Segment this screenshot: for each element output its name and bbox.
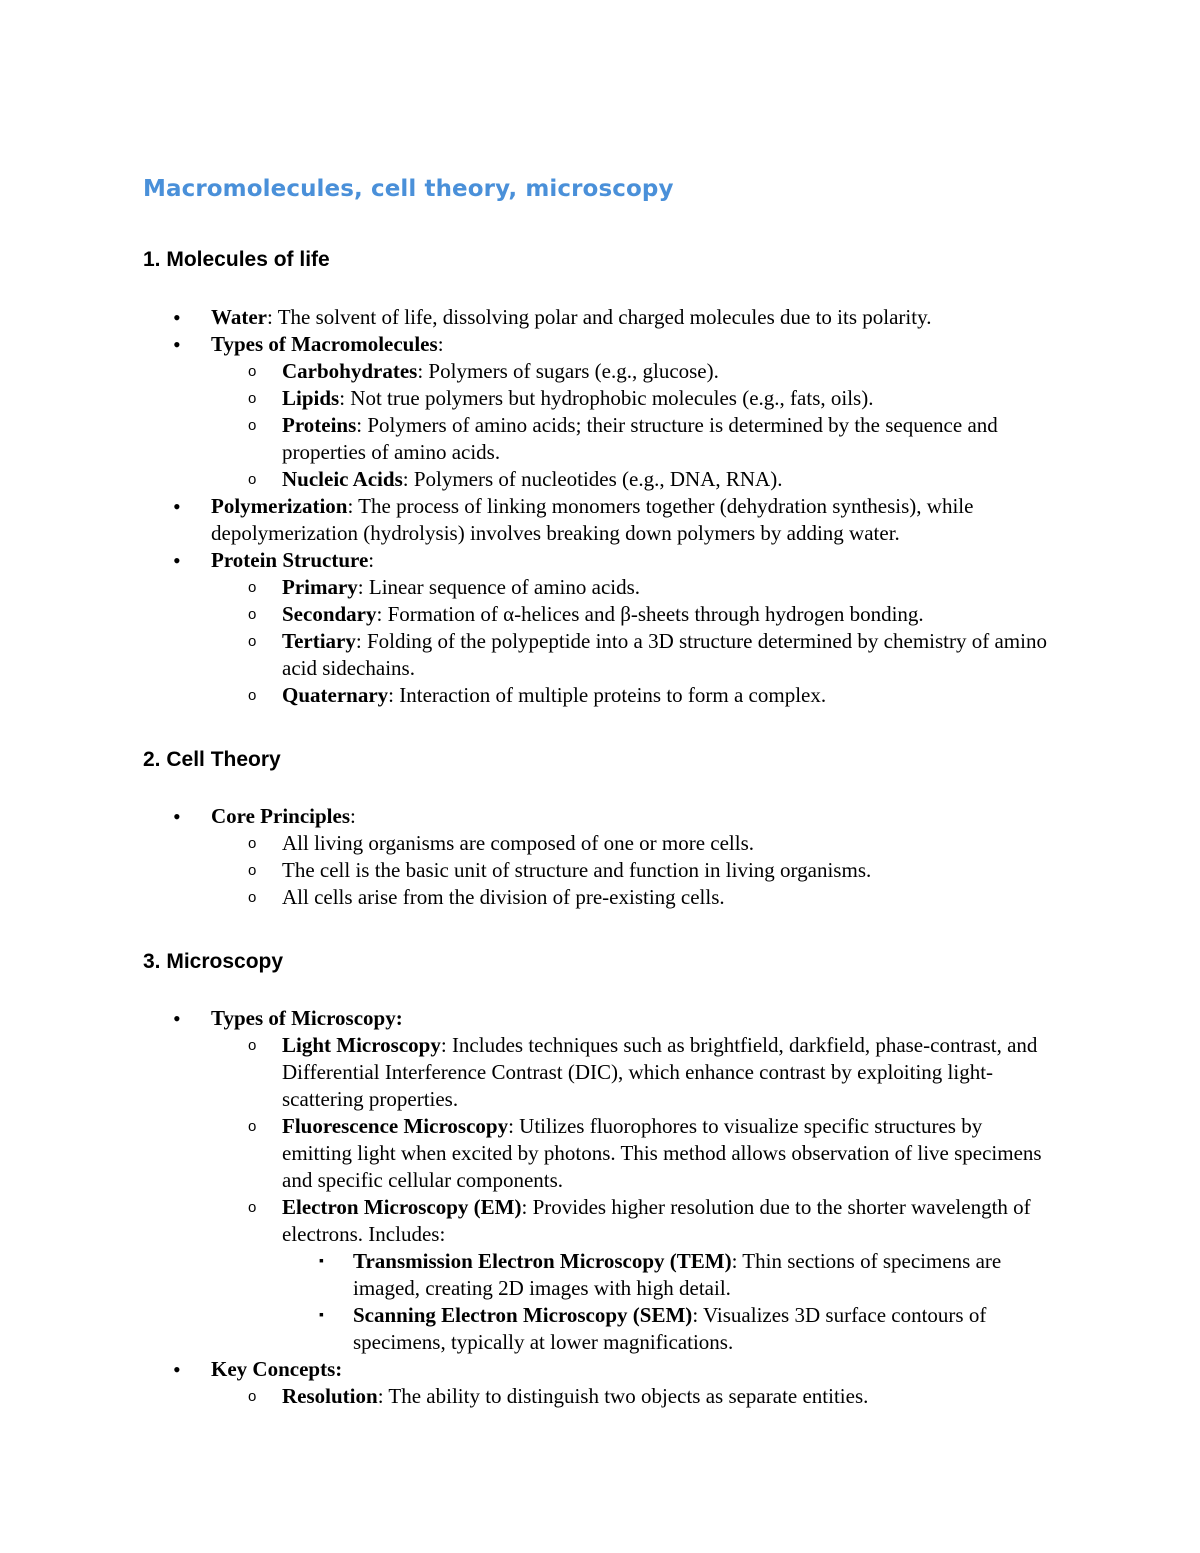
list-item [173, 304, 1061, 331]
list-item [248, 857, 1057, 884]
item-text: : [350, 804, 356, 828]
item-term: Polymerization [211, 494, 348, 518]
circle-marker: o [248, 889, 257, 906]
circle-marker: o [248, 390, 257, 407]
list-item [173, 803, 1061, 830]
list-item [248, 601, 1057, 628]
item-text: : Polymers of sugars (e.g., glucose). [417, 359, 719, 383]
list-item [248, 830, 1057, 857]
circle-marker: o [248, 835, 257, 852]
item-text: : Provides higher resolution due to the shorter wavelength of electrons. Includes: [282, 1195, 1031, 1246]
list-item [248, 1194, 1057, 1248]
item-term: Types of Macromolecules [211, 332, 438, 356]
list-item [248, 628, 1057, 682]
item-term: Quaternary [282, 683, 389, 707]
circle-marker: o [248, 633, 257, 650]
item-term: Nucleic Acids [282, 467, 403, 491]
circle-marker: o [248, 1388, 257, 1405]
item-text: : The ability to distinguish two objects as separate entities. [377, 1384, 869, 1408]
list-item [248, 1032, 1057, 1113]
item-text: : The process of linking monomers together (dehydration synthesis), while depolymerization (hydrolysis) involves breaking down polymers by adding water. [211, 494, 974, 545]
list-item [173, 493, 1061, 547]
bullet-marker: • [173, 305, 181, 330]
list-item [248, 884, 1057, 911]
item-text: : Linear sequence of amino acids. [357, 575, 641, 599]
square-marker: ▪ [319, 1308, 324, 1323]
list-item [248, 412, 1057, 466]
item-text: The cell is the basic unit of structure and function in living organisms. [282, 858, 872, 882]
section-heading: 2. Cell Theory [143, 748, 281, 771]
list-item [173, 1356, 1061, 1383]
item-term: Carbohydrates [282, 359, 418, 383]
item-term: Water [211, 305, 267, 329]
circle-marker: o [248, 606, 257, 623]
item-term: Core Principles [211, 804, 351, 828]
list-item [319, 1302, 1053, 1356]
bullet-marker: • [173, 332, 181, 357]
circle-marker: o [248, 417, 257, 434]
bullet-marker: • [173, 548, 181, 573]
item-term: Transmission Electron Microscopy (TEM) [353, 1249, 732, 1273]
bullet-marker: • [173, 804, 181, 829]
item-term: Secondary [282, 602, 377, 626]
item-term: Electron Microscopy (EM) [282, 1195, 522, 1219]
circle-marker: o [248, 1199, 257, 1216]
item-term: Types of Microscopy: [211, 1006, 403, 1030]
document-title: Macromolecules, cell theory, microscopy [143, 176, 674, 202]
circle-marker: o [248, 579, 257, 596]
circle-marker: o [248, 1037, 257, 1054]
item-term: Fluorescence Microscopy [282, 1114, 509, 1138]
item-term: Lipids [282, 386, 340, 410]
item-term: Proteins [282, 413, 357, 437]
item-text: : Includes techniques such as brightfield, darkfield, phase-contrast, and Differential Interference Contrast (DIC), which enhance contrast by exploiting light-scattering properties. [282, 1033, 1038, 1111]
circle-marker: o [248, 862, 257, 879]
square-marker: ▪ [319, 1254, 324, 1269]
item-text: : Polymers of nucleotides (e.g., DNA, RNA). [402, 467, 783, 491]
item-text: : Not true polymers but hydrophobic molecules (e.g., fats, oils). [339, 386, 874, 410]
item-text: All cells arise from the division of pre-existing cells. [282, 885, 725, 909]
bullet-marker: • [173, 1357, 181, 1382]
item-text: : Visualizes 3D surface contours of specimens, typically at lower magnifications. [353, 1303, 987, 1354]
list-item [173, 331, 1061, 358]
list-item [248, 574, 1057, 601]
item-text: : Formation of α-helices and β-sheets through hydrogen bonding. [376, 602, 924, 626]
item-term: Tertiary [282, 629, 356, 653]
item-term: Scanning Electron Microscopy (SEM) [353, 1303, 693, 1327]
item-text: All living organisms are composed of one or more cells. [282, 831, 755, 855]
section-heading: 3. Microscopy [143, 950, 284, 973]
list-item [248, 1383, 1057, 1410]
bullet-marker: • [173, 1006, 181, 1031]
item-text: : Utilizes fluorophores to visualize specific structures by emitting light when excited by photons. This method allows observation of live specimens and specific cellular components. [282, 1114, 1042, 1192]
list-item [248, 385, 1057, 412]
list-item [248, 682, 1057, 709]
section-heading: 1. Molecules of life [143, 248, 330, 271]
item-text: : [368, 548, 375, 572]
item-text: : [437, 332, 444, 356]
list-item [319, 1248, 1053, 1302]
circle-marker: o [248, 471, 257, 488]
circle-marker: o [248, 1118, 257, 1135]
item-text: : Thin sections of specimens are imaged, creating 2D images with high detail. [353, 1249, 1002, 1300]
list-item [173, 547, 1061, 574]
item-text: : Polymers of amino acids; their structure is determined by the sequence and properties of amino acids. [282, 413, 998, 464]
item-term: Key Concepts: [211, 1357, 343, 1381]
list-item [173, 1005, 1061, 1032]
item-text: : Interaction of multiple proteins to form a complex. [388, 683, 827, 707]
item-term: Resolution [282, 1384, 378, 1408]
circle-marker: o [248, 687, 257, 704]
item-term: Light Microscopy [282, 1033, 441, 1057]
item-term: Primary [282, 575, 358, 599]
item-text: : The solvent of life, dissolving polar and charged molecules due to its polarity. [266, 305, 932, 329]
list-item [248, 1113, 1057, 1194]
circle-marker: o [248, 363, 257, 380]
list-item [248, 358, 1057, 385]
item-text: : Folding of the polypeptide into a 3D structure determined by chemistry of amino acid sidechains. [282, 629, 1047, 680]
bullet-marker: • [173, 494, 181, 519]
list-item [248, 466, 1057, 493]
item-term: Protein Structure [211, 548, 369, 572]
